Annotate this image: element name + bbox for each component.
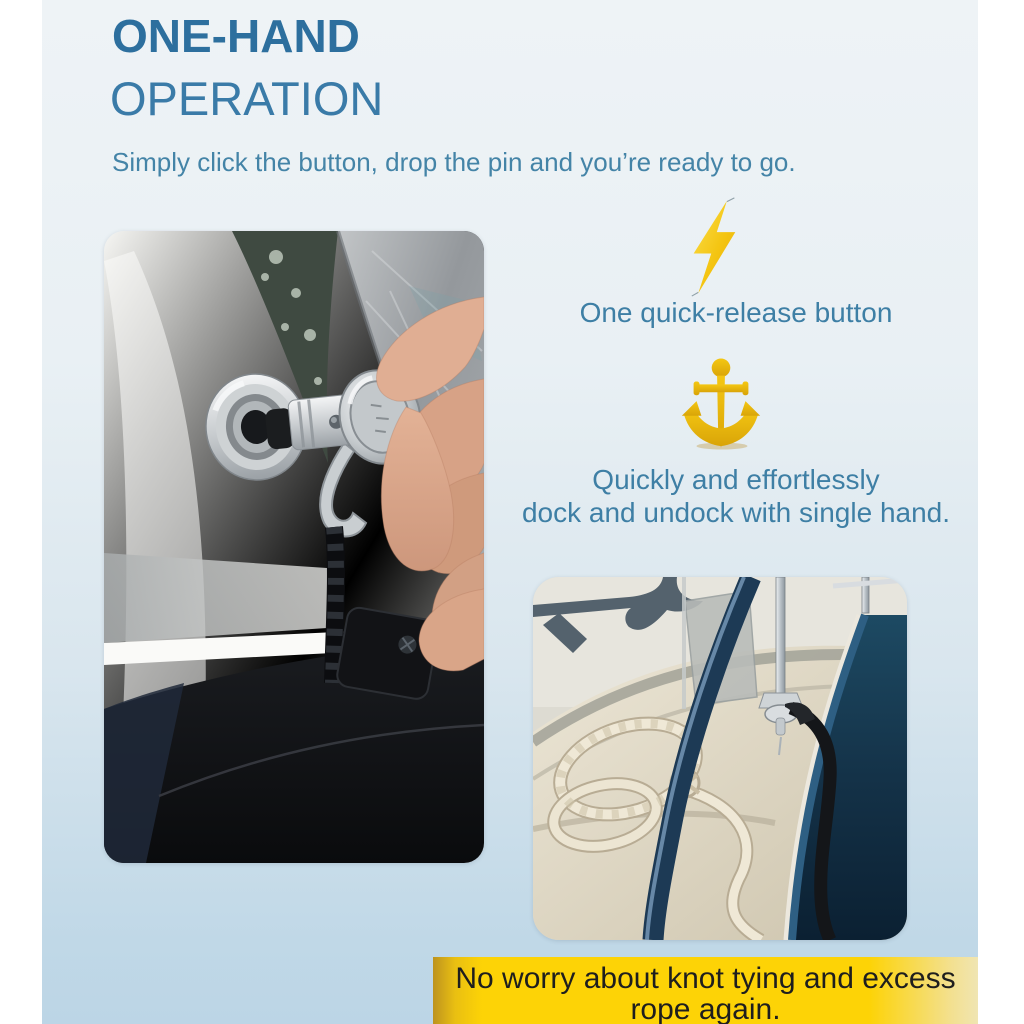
anchor-icon (681, 358, 761, 450)
page-subtitle: Simply click the button, drop the pin and you’re ready to go. (112, 147, 796, 177)
feature-text-quick-release (492, 296, 980, 329)
feature-text-dock-undock (492, 463, 980, 529)
page-title-line1: ONE-HAND (112, 10, 360, 62)
pin-release-photo (104, 231, 484, 863)
feature-line: Quickly and effortlessly (592, 464, 880, 495)
feature-line: One quick-release button (579, 297, 893, 328)
page-title-line2: OPERATION (110, 72, 384, 125)
pin-release-photo-scene (104, 231, 484, 863)
lightning-bolt-icon (684, 197, 744, 297)
deck-mount-photo (533, 577, 907, 940)
benefit-banner (433, 957, 978, 1024)
feature-line: dock and undock with single hand. (521, 497, 951, 528)
deck-mount-photo-scene (533, 577, 907, 940)
banner-line: No worry about knot tying and excess (455, 962, 956, 995)
banner-line: rope again. (630, 993, 781, 1024)
windshield-frame (682, 577, 686, 709)
